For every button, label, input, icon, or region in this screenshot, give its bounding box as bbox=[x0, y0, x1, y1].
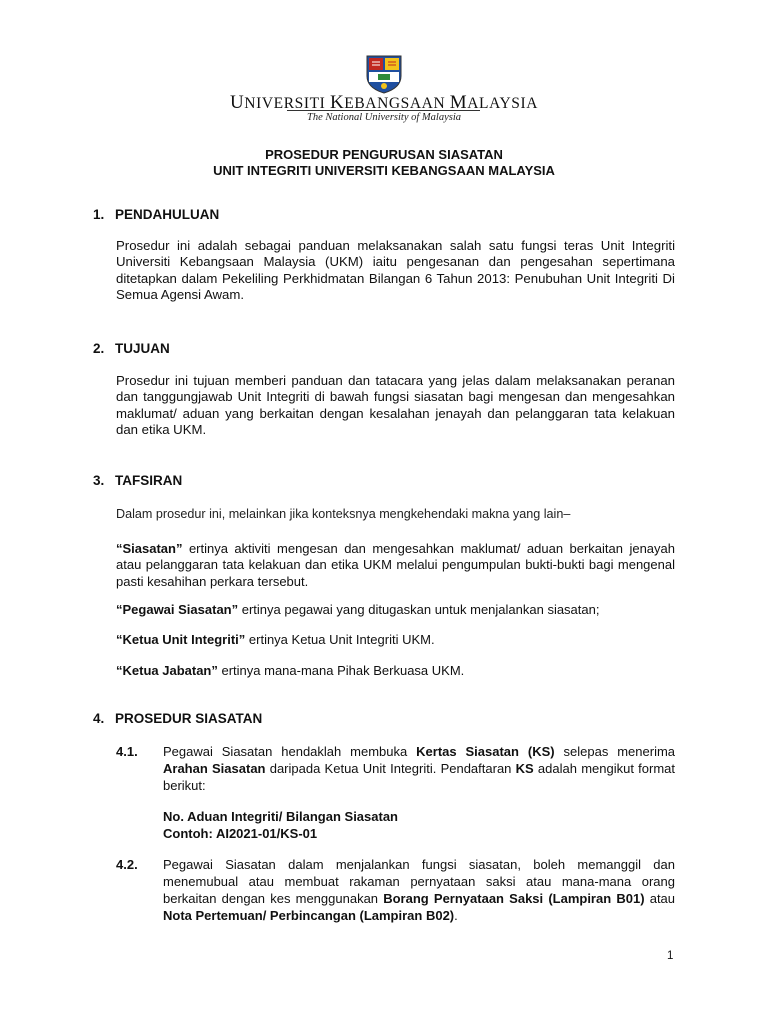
section-heading-pendahuluan: 1. PENDAHULUAN bbox=[93, 207, 220, 222]
section-pendahuluan-text: Prosedur ini adalah sebagai panduan melaksanakan salah satu fungsi teras Unit Integriti Universiti Kebangsaan Malaysia (UKM) iaitu pengesanan dan pengesahan sepertimana ditetapkan dalam Pekeliling Perkhidmatan Bilangan 6 Tahun 2013: Penubuhan Unit Integriti Di Semua Agensi Awam. bbox=[116, 238, 675, 303]
university-tagline: The National University of Malaysia bbox=[307, 112, 461, 123]
page-number: 1 bbox=[667, 950, 674, 962]
definition-pegawai-siasatan: “Pegawai Siasatan” ertinya pegawai yang ditugaskan untuk menjalankan siasatan; bbox=[116, 602, 600, 617]
format-line: No. Aduan Integriti/ Bilangan Siasatan bbox=[163, 809, 398, 824]
section-heading-tafsiran: 3. TAFSIRAN bbox=[93, 473, 183, 488]
university-name: UNIVERSITI KEBANGSAAN MALAYSIA bbox=[229, 92, 539, 113]
document-title bbox=[0, 147, 768, 179]
definition-ketua-unit-integriti: “Ketua Unit Integriti” ertinya Ketua Unit Integriti UKM. bbox=[116, 632, 435, 647]
example-line: Contoh: AI2021-01/KS-01 bbox=[163, 826, 318, 841]
definition-ketua-jabatan: “Ketua Jabatan” ertinya mana-mana Pihak Berkuasa UKM. bbox=[116, 663, 465, 678]
university-crest-icon bbox=[363, 54, 405, 94]
definition-siasatan: “Siasatan” ertinya aktiviti mengesan dan mengesahkan maklumat/ aduan berkaitan jenayah atau pelanggaran tata kelakuan dan etika UKM melalui pengumpulan bukti-bukti bagi mengenal pasti kesahihan perkara tersebut. bbox=[116, 541, 675, 589]
subsection-number-4-2: 4.2. bbox=[116, 857, 138, 872]
subsection-4-1-text: Pegawai Siasatan hendaklah membuka Kertas Siasatan (KS) selepas menerima Arahan Siasatan daripada Ketua Unit Integriti. Pendaftaran KS adalah mengikut format berikut: bbox=[163, 744, 676, 793]
subsection-4-2-text: Pegawai Siasatan dalam menjalankan fungsi siasatan, boleh memanggil dan menemubual atau membuat rakaman pernyataan saksi atau mana-mana orang berkaitan dengan kes menggunakan Borang Pernyataan Saksi (Lampiran B01) atau Nota Pertemuan/ Perbincangan (Lampiran B02). bbox=[163, 857, 676, 923]
format-example bbox=[163, 808, 398, 842]
title-line-2: UNIT INTEGRITI UNIVERSITI KEBANGSAAN MALAYSIA bbox=[213, 163, 555, 178]
section-heading-prosedur-siasatan: 4. PROSEDUR SIASATAN bbox=[93, 711, 263, 726]
section-tujuan-text: Prosedur ini tujuan memberi panduan dan tatacara yang jelas dalam melaksanakan peranan dan tanggungjawab Unit Integriti di bawah fungsi siasatan bagi mengesan dan mengesahkan maklumat/ aduan yang berkaitan dengan kesalahan jenayah dan pelanggaran tata kelakuan dan etika UKM. bbox=[116, 373, 675, 438]
header-divider bbox=[287, 110, 480, 111]
tafsiran-intro: Dalam prosedur ini, melainkan jika konteksnya mengkehendaki makna yang lain– bbox=[116, 507, 571, 521]
section-heading-tujuan: 2. TUJUAN bbox=[93, 341, 170, 356]
subsection-number-4-1: 4.1. bbox=[116, 744, 138, 759]
title-line-1: PROSEDUR PENGURUSAN SIASATAN bbox=[265, 147, 503, 162]
